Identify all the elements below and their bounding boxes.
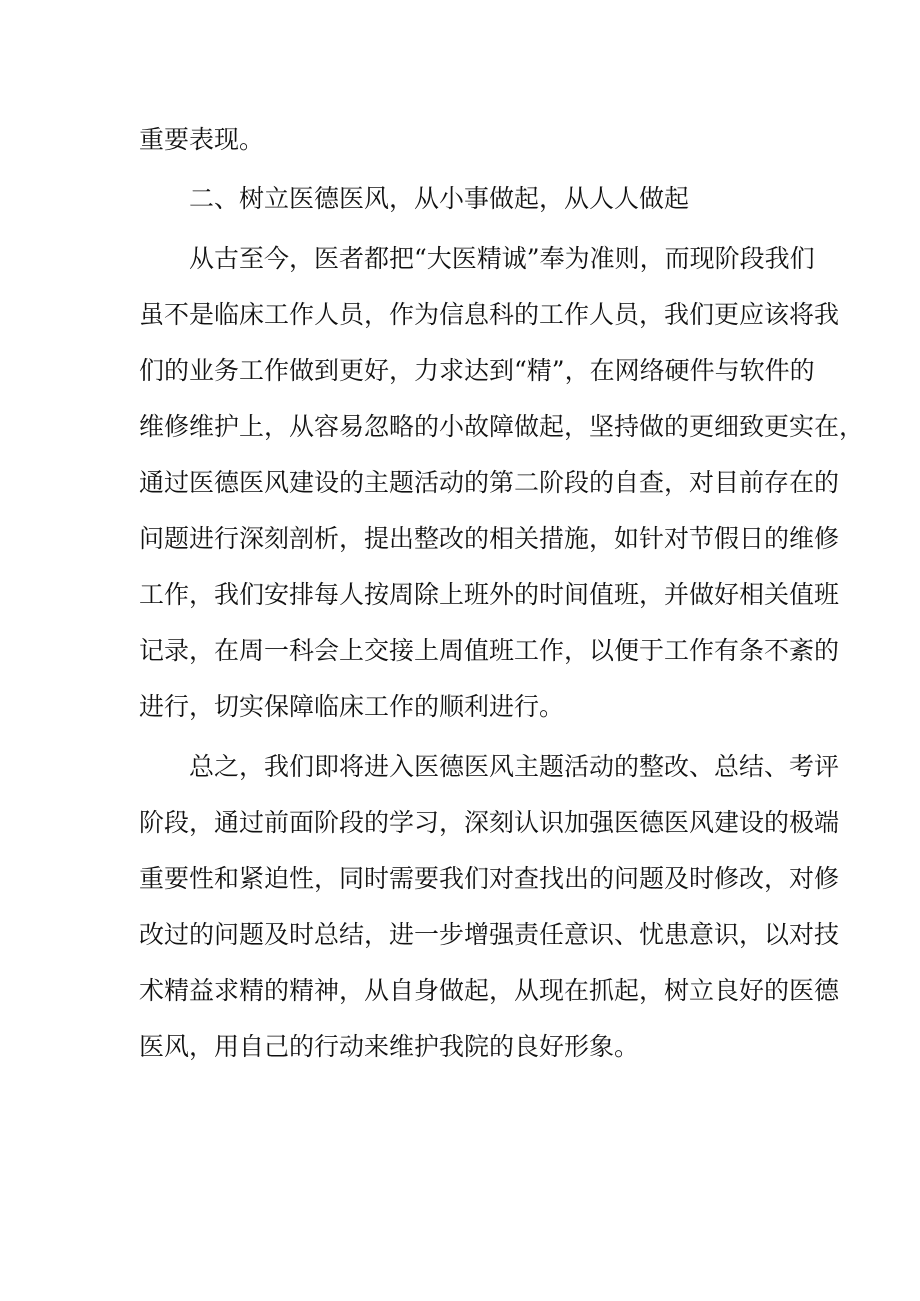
paragraph-line: 从古至今，医者都把“大医精诚”奉为准则，而现阶段我们 — [189, 244, 815, 273]
paragraph-line: 改过的问题及时总结，进一步增强责任意识、忧患意识，以对技 — [139, 920, 840, 949]
paragraph-line: 阶段，通过前面阶段的学习，深刻认识加强医德医风建设的极端 — [139, 808, 840, 837]
paragraph-line: 术精益求精的精神，从自身做起，从现在抓起，树立良好的医德 — [139, 976, 840, 1005]
paragraph-line: 通过医德医风建设的主题活动的第二阶段的自查，对目前存在的 — [139, 468, 840, 497]
paragraph-line: 总之，我们即将进入医德医风主题活动的整改、总结、考评 — [189, 752, 840, 781]
paragraph-line: 问题进行深刻剖析，提出整改的相关措施，如针对节假日的维修 — [139, 524, 840, 553]
section-heading: 二、树立医德医风，从小事做起，从人人做起 — [189, 184, 690, 213]
paragraph-line: 重要性和紧迫性，同时需要我们对查找出的问题及时修改，对修 — [139, 864, 840, 893]
paragraph-tail-line: 重要表现。 — [139, 125, 265, 154]
paragraph-line: 进行，切实保障临床工作的顺利进行。 — [139, 692, 565, 721]
paragraph-line: 工作，我们安排每人按周除上班外的时间值班，并做好相关值班 — [139, 580, 840, 609]
paragraph-line: 记录，在周一科会上交接上周值班工作，以便于工作有条不紊的 — [139, 636, 840, 665]
paragraph-line: 医风，用自己的行动来维护我院的良好形象。 — [139, 1032, 640, 1061]
paragraph-line: 虽不是临床工作人员，作为信息科的工作人员，我们更应该将我 — [139, 300, 840, 329]
paragraph-line: 们的业务工作做到更好，力求达到“精”，在网络硬件与软件的 — [139, 356, 815, 385]
paragraph-line: 维修维护上，从容易忽略的小故障做起，坚持做的更细致更实在， — [139, 412, 865, 441]
